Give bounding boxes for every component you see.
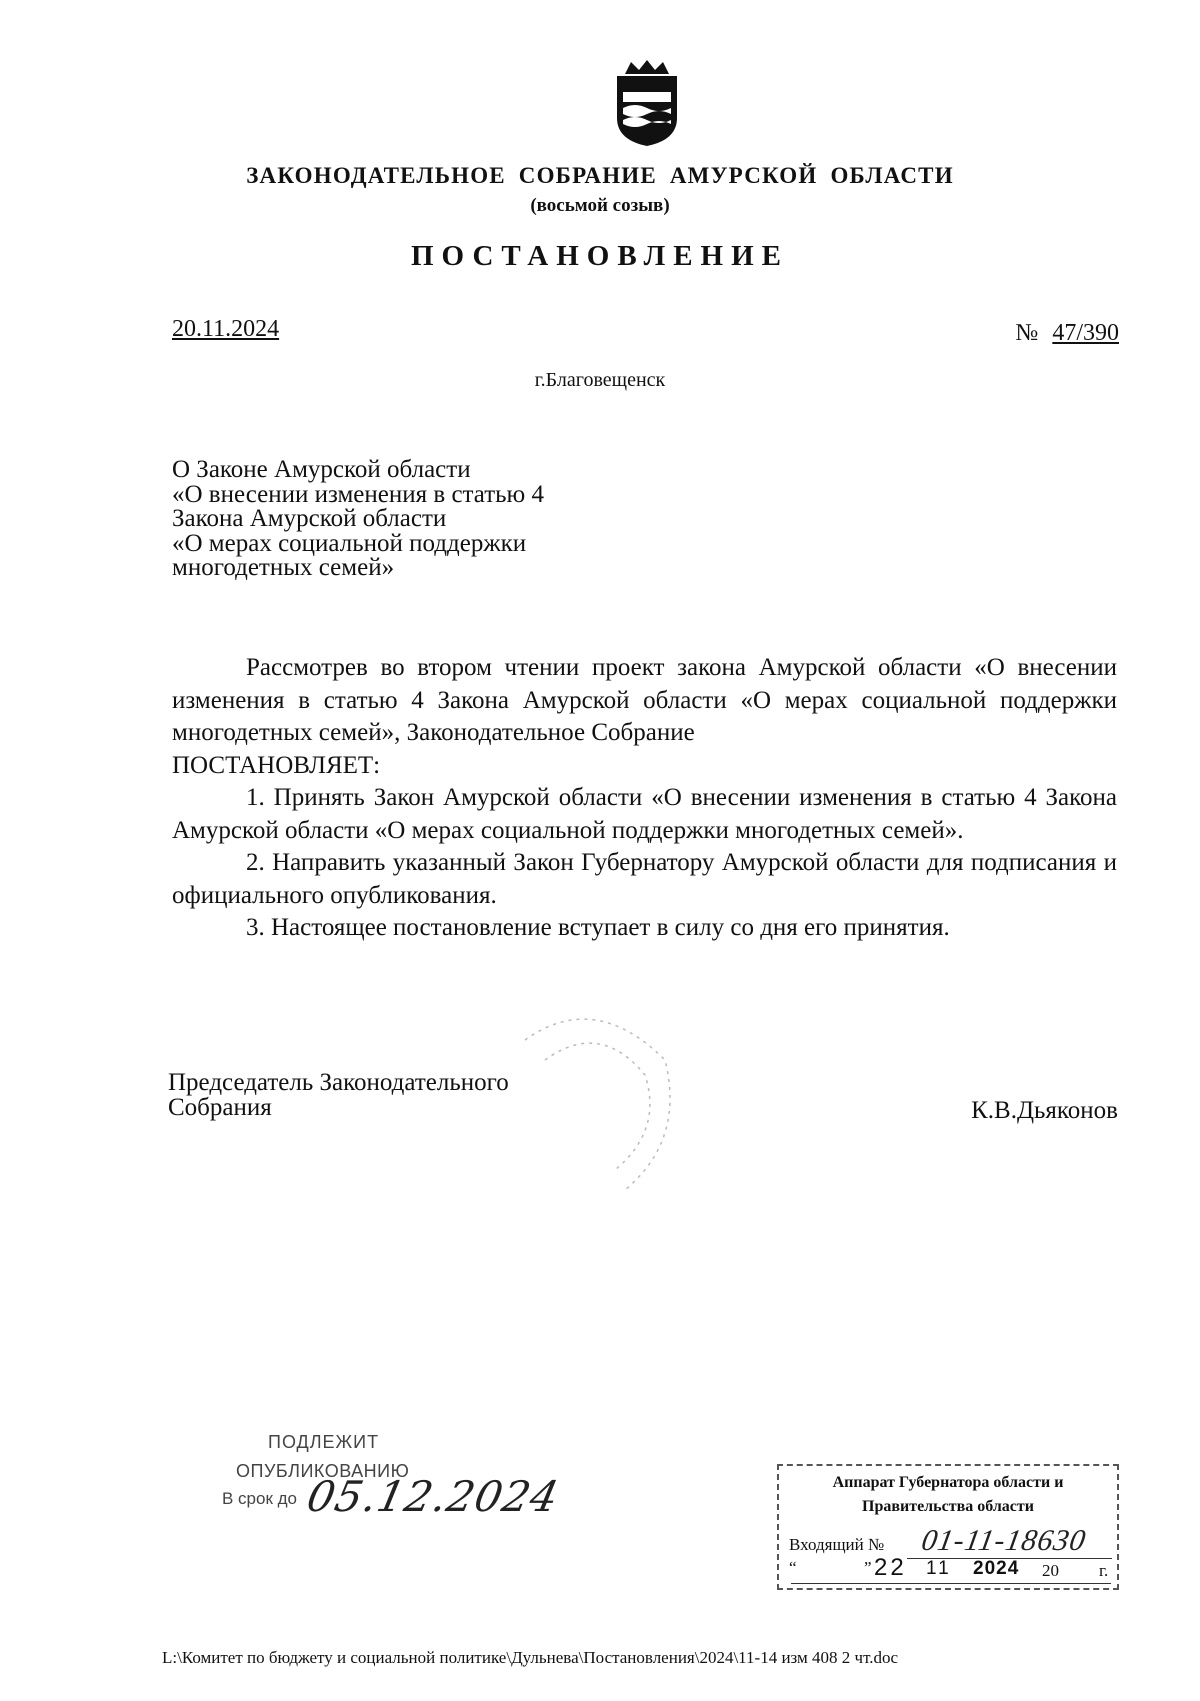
signatory-name: К.В.Дьяконов bbox=[971, 1097, 1118, 1124]
year-suffix: г. bbox=[1099, 1561, 1109, 1580]
incoming-month: 11 bbox=[926, 1558, 952, 1579]
publication-stamp bbox=[220, 1432, 564, 1542]
quote-open: “ bbox=[789, 1558, 797, 1577]
convocation-label: (восьмой созыв) bbox=[530, 195, 670, 216]
document-body bbox=[172, 652, 1117, 945]
document-type-heading: ПОСТАНОВЛЕНИЕ bbox=[410, 240, 789, 272]
year-prefix: 20 bbox=[1042, 1561, 1059, 1580]
incoming-registration-stamp bbox=[777, 1464, 1119, 1590]
seal-stamp-image bbox=[505, 1000, 680, 1200]
incoming-number: 01-11-18630 bbox=[919, 1524, 1089, 1557]
organization-title: ЗАКОНОДАТЕЛЬНОЕ СОБРАНИЕ АМУРСКОЙ ОБЛАСТИ bbox=[246, 163, 954, 188]
stamp-line: ОПУБЛИКОВАНИЮ bbox=[236, 1461, 410, 1481]
document-subject: О Законе Амурской области «О внесении изменения в статью 4 Закона Амурской области «О мерах социальной поддержки многодетных семей» bbox=[172, 456, 544, 581]
amur-region-coat-of-arms-icon bbox=[611, 58, 683, 148]
stamp-line: ПОДЛЕЖИТ bbox=[268, 1432, 380, 1452]
stamp-line: В срок до bbox=[222, 1489, 298, 1508]
list-item: 1. Принять Закон Амурской области «О внесении изменения в статью 4 Закона Амурской области «О мерах социальной поддержки многодетных семей». bbox=[172, 784, 1117, 844]
resolves-label: ПОСТАНОВЛЯЕТ: bbox=[172, 751, 381, 779]
quote-close: ” bbox=[864, 1558, 872, 1577]
intro-paragraph: Рассмотрев во втором чтении проект закона Амурской области «О внесении изменения в статью 4 Закона Амурской области «О мерах социальной поддержки многодетных семей», Законодательное Собрание bbox=[172, 654, 1117, 746]
list-item: 3. Настоящее постановление вступает в силу со дня его принятия. bbox=[246, 914, 950, 941]
incoming-day: 22 bbox=[874, 1554, 907, 1581]
incoming-label: Входящий № bbox=[789, 1535, 885, 1554]
stamp-header: Аппарат Губернатора области и bbox=[832, 1474, 1064, 1491]
stamp-header: Правительства области bbox=[862, 1498, 1034, 1515]
city-label: г.Благовещенск bbox=[534, 369, 666, 391]
number-sign: № bbox=[1015, 320, 1039, 346]
list-item: 2. Направить указанный Закон Губернатору Амурской области для подписания и официального опубликования. bbox=[172, 849, 1117, 909]
incoming-year: 2024 bbox=[973, 1558, 1020, 1579]
handwritten-date: 05.12.2024 bbox=[302, 1472, 564, 1521]
document-date: 20.11.2024 bbox=[172, 316, 280, 342]
number-value: 47/390 bbox=[1052, 320, 1119, 346]
document-number bbox=[1015, 320, 1119, 347]
file-path-footer: L:\Комитет по бюджету и социальной политике\Дульнева\Постановления\2024\11-14 изм 408 2 чт.doc bbox=[162, 1648, 899, 1667]
signatory-title: Председатель Законодательного Собрания bbox=[168, 1069, 509, 1121]
divider bbox=[791, 1583, 1111, 1584]
